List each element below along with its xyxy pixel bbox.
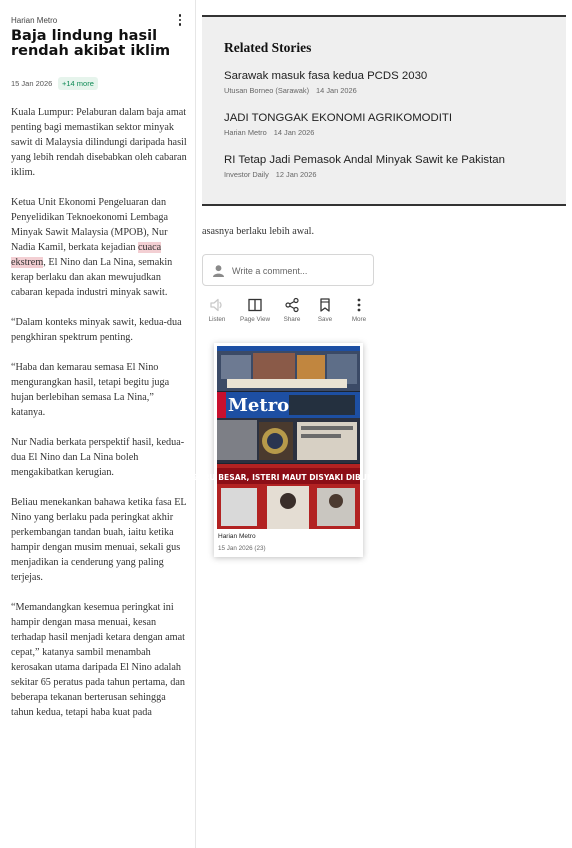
more-issues-badge[interactable]: +14 more	[58, 77, 98, 90]
paragraph: Kuala Lumpur: Pelaburan dalam baja amat penting bagi memastikan sektor minyak sawit di Malaysia dilindungi daripada hasil yang lebih rendah disebabkan oleh cabaran iklim.	[11, 107, 187, 178]
related-story-title[interactable]: Sarawak masuk fasa kedua PCDS 2030	[224, 70, 428, 82]
share-icon	[284, 297, 300, 313]
related-story-source: Utusan Borneo (Sarawak)	[224, 86, 310, 95]
article-date: 15 Jan 2026	[11, 79, 53, 88]
listen-label: Listen	[208, 316, 226, 323]
article-headline: Baja lindung hasil rendah akibat iklim	[11, 28, 171, 59]
share-button[interactable]	[276, 297, 308, 323]
save-button[interactable]	[309, 297, 341, 323]
highlighted-term: ekstrem	[11, 257, 44, 268]
highlighted-term: cuaca	[138, 242, 162, 253]
card-date: 15 Jan 2026	[218, 545, 253, 552]
page-view-button[interactable]	[239, 297, 271, 323]
related-story-date: 14 Jan 2026	[316, 86, 357, 95]
related-story-date: 12 Jan 2026	[275, 170, 317, 179]
paragraph	[11, 195, 189, 300]
related-story-meta	[224, 170, 554, 179]
paragraph-text: , El Nino dan La Nina, semakin kerap berlaku dan akan mewujudkan cabaran kepada industri minyak sawit.	[11, 257, 173, 298]
related-story-meta	[224, 86, 554, 95]
related-story[interactable]	[224, 112, 554, 137]
related-story[interactable]	[224, 154, 554, 179]
related-story-title[interactable]: RI Tetap Jadi Pemasok Andal Minyak Sawit ke Pakistan	[224, 154, 505, 166]
avatar-icon	[213, 265, 224, 277]
article-tail-text: asasnya berlaku lebih awal.	[202, 226, 315, 237]
paragraph: Beliau menekankan bahawa ketika fasa EL Nino yang berlaku pada peringkat akhir perkembangan tandan buah, iaitu ketika hampir dengan musim menuai, sekali gus menjadikan ia cenderung yang paling terjejas.	[11, 497, 187, 583]
page-view-icon	[247, 297, 263, 313]
article-body	[11, 105, 189, 735]
related-stories-heading: Related Stories	[224, 40, 312, 55]
newspaper-cover-image	[191, 346, 386, 529]
more-vertical-icon	[351, 297, 367, 313]
publication-name: Harian Metro	[11, 16, 58, 25]
cover-masthead: Metro	[228, 395, 290, 416]
speaker-icon	[209, 297, 225, 313]
paragraph: “Haba dan kemarau semasa El Nino mengurangkan hasil, tetapi begitu juga hujan berlebihan semasa La Nina,” katanya.	[11, 362, 170, 418]
related-story-source: Investor Daily	[224, 170, 269, 179]
comment-input[interactable]	[202, 254, 374, 286]
kebab-menu-icon[interactable]	[173, 12, 187, 28]
card-count: (23)	[254, 545, 266, 552]
paragraph: “Memandangkan kesemua peringkat ini hampir dengan masa menuai, kesan terhadap hasil menjadi ketara dengan amat cepat,” katanya sambil menambah kerosakan utama daripada El Nino adalah sekitar 65 peratus pada tahun pertama, dan beberapa tekanan berterusan sehingga tahun kedua, tetapi haba kuat pada	[11, 602, 185, 718]
related-story-source: Harian Metro	[224, 128, 267, 137]
share-label: Share	[283, 316, 301, 323]
related-story-title[interactable]: JADI TONGGAK EKONOMI AGRIKOMODITI	[224, 112, 453, 124]
related-story-meta	[224, 128, 554, 137]
save-label: Save	[317, 316, 333, 323]
action-bar	[202, 297, 374, 327]
card-meta	[218, 545, 266, 552]
card-source: Harian Metro	[218, 533, 256, 540]
paragraph: Nur Nadia berkata perspektif hasil, kedua-dua El Nino dan La Nina boleh mengakibatkan kerugian.	[11, 437, 185, 478]
paragraph: “Dalam konteks minyak sawit, kedua-dua pengkhiran spektrum penting.	[11, 317, 182, 343]
related-story[interactable]	[224, 70, 554, 95]
related-story-date: 14 Jan 2026	[273, 128, 315, 137]
article-panel	[0, 0, 196, 848]
related-stories-panel	[202, 15, 566, 206]
comment-placeholder: Write a comment...	[232, 266, 308, 276]
cover-headline: GURU BESAR, ISTERI MAUT DISYAKI DIBUNUH	[191, 473, 386, 482]
newspaper-issue-card[interactable]	[191, 343, 386, 557]
paragraph-text: Ketua Unit Ekonomi Pengeluaran dan Penyelidikan Teknoekonomi Lembaga Minyak Sawit Malaysia (MPOB), Nur Nadia Kamil, berkata kejadian	[11, 197, 168, 253]
page-view-label: Page View	[240, 316, 270, 323]
more-label: More	[351, 316, 367, 323]
listen-button[interactable]	[201, 297, 233, 323]
more-button[interactable]	[343, 297, 375, 323]
bookmark-icon	[317, 297, 333, 313]
